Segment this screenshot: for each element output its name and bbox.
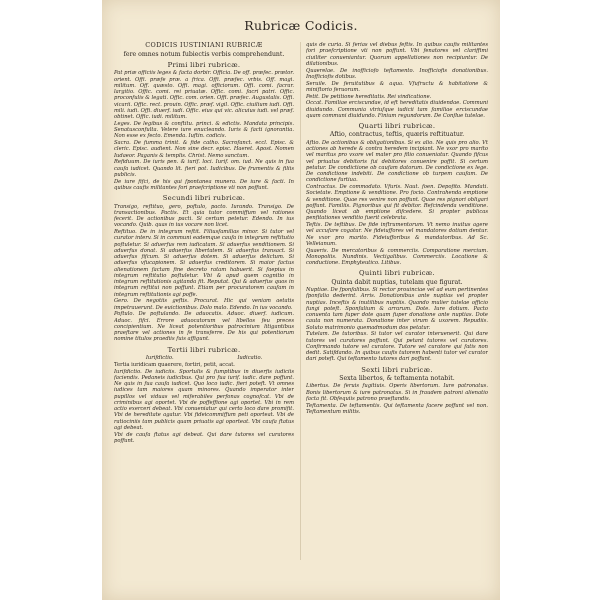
section-2-paragraph: Gero. De negotiis geftis. Procurat. Hic qui veniam aetatis impetrauerunt. De euictionibus. Dolo malo. Edendo. In ius vocando. — [114, 298, 294, 311]
section-title-5: Quinti libri rubricæ. — [359, 269, 435, 278]
section-4-paragraph: Aftio. De actionibus & obligationibus. Si ex alio. Ne quis pro alio. Vt actiones ab herede & contra heredem incipiant. Ne vxor pro marito vel maritus pro vxore vel mater pro filio conueniatur. Quando fifcus vel priuatus debitoris fui debitores conuenire poffit. Si certum petatur. De condictione ob caufam datorum. De condictione ex lege. De condictione indebiti. De condictione ob turpem caufam. De condictione furtiua. — [306, 139, 488, 184]
section-3-subheads — [114, 355, 294, 361]
section-4-paragraph: Teftis. De teftibus. De fide inftrumentorum. Vt nemo inuitus agere vel accufare cogatur. Ne fideiuffores vel mandatores dotium dentur. Ne vxor pro marito. Fideiufforibus & mandatoribus. Ad Sc. Velleianum. — [306, 222, 488, 247]
column-divider — [300, 42, 301, 560]
left-column — [114, 42, 294, 560]
section-2-paragraph: Poftulo. De poftulando. De aduocatis. Aduoc. diuerf. iudicum. Aduoc. fifci. Errore aduocatorum vel libellos feu preces concipientium. Ne liceat potentioribus patrocinium litigantibus praeftare vel actiones in fe transferre. De his qui potentiorum nomine titulos praediis fuis affigunt. — [114, 311, 294, 343]
subhead-right: Iudicatio. — [237, 354, 263, 361]
section-3-paragraph: Vbi de caufa ftatus agi debeat. Qui dare tutores vel curatores poffunt. — [114, 431, 294, 444]
section-1-paragraph: De iure fifci, de his qui fpontanea munera. De iure & facti. In quibus caufis militantes fori praefcriptione vti non poffunt. — [114, 178, 294, 191]
section-1-paragraph: Refiduum. De iuris pen. & iurif. loci. Iurif. om. iud. Ne quis in fua caufa iudicet. Quando lit. fieri pot. Iudicibus. De frumentis & filiis publicis. — [114, 159, 294, 178]
subhead-left: Iurifdictio. — [145, 354, 174, 361]
section-3-paragraph: Iurifdictio. De iudiciis. Sportulis & fumptibus in diuerfis iudiciis faciendis. Pedaneis iudicibus. Qui pro fua iurif. iudic. dare poffunt. Ne quis in fua caufa iudicet. Quo loco iudic. fieri poteft. Vt omnes iudices tam maiores quam minores. Quando imperator inter pupillos vel viduas vel miferabiles perfonas cognofcat. Vbi de criminibus agi oportet. Vbi de poffeffione agi oportet. Vbi in rem actio exerceri debeat. Vbi conueniatur qui certo loco dare promifit. Vbi de hereditate agatur. Vbi fideicommiffum peti oporteat. Vbi de ratiociniis tam publicis quam priuatis agi oporteat. Vbi caufa ftatus agi debeat. — [114, 368, 294, 431]
section-6-subtitle: Sexta libertos, & teftamenta notabit. — [339, 375, 455, 383]
section-2-paragraph: Transigo, reftituo, gero, poftulo, pacto. Iurando. Transigo. De transactionibus. Pactis. Et quia tutor commiffum vel rationes fecerit. De actionibus pacti. Si certum petetur. Edendo. In ius vocando. Quib. quas in ius vocare non licet. — [114, 203, 294, 229]
section-title-6: Sexti libri rubricæ. — [361, 365, 433, 374]
section-3-paragraph: Tertia iuridicam quaerere, fortiri, petit, accat. — [114, 361, 235, 368]
section-title-1: Primi libri rubricæ. — [167, 61, 241, 69]
continuation-paragraph: quis de curia. Si ferias vel diebus feftis. In quibus caufis militantes fori praefcriptione vti non poffunt. Vbi fenatores vel clariffimi ciuiliter conueniantur. Quorum appellationes non recipiuntur. De dilationibus. — [306, 42, 488, 67]
continuation-paragraph: Petit. De petitione hereditatis. Rei vindicatione. — [306, 93, 432, 100]
section-6-paragraph: Libertus. De feruis fugitiuis. Operis libertorum. Iure patronatus. Bonis libertorum & iure patronatus. Si in fraudem patroni alienatio facta fit. Obfequiis patrono praeftandis. — [306, 383, 488, 402]
section-1-paragraph: Pat priæ officiis leges & facta dorbir. Officia. De off. præfec. prætor. orient. Offi. præfe præ. a frica. Offi. præfec. vrbis. Off. magi. militum. Off. quæsto. Offi. magi. officiorum. Offi. comi. facrar. largitio. Offic. comi. rei priuatæ. Offic. comi. facri patri. Offic. proconfulis & legati. Offic. com. orien. Offi. præfec. Augustalis. Offi. vicarii. Offic. rect. prouin. Offic. præf. vigil. Offic. ciuilium iudi. Offi. mili. iudi. Offi. diuerf. iudi. Offic. eius qui vic. alicuius iudi. vel præf. obtinet. Offic. iudi. militum. — [114, 70, 294, 121]
section-5-paragraph: Tutelam. De tutoribus. Si tutor vel curator interuenerit. Qui dare tutores vel curatores poffunt. Qui petant tutores vel curatores. Confirmando tutore vel curatore. Tutore vel curatore qui fatis non dedit. Satifdando. In quibus caufis tutorem habenti tutor vel curator dari poteft. Qui teftamento tutores dari poffunt. — [306, 331, 488, 363]
continuation-paragraph: Occat. Familiae erciscundae, id eft hereditatis diuidendae. Communi diuidundo. Communia vtriufque iudicii tam familiae erciscundae quam communi diuidundo. Finium regundorum. De Conflue tutelae. — [306, 100, 488, 119]
document-page — [102, 0, 500, 600]
continuation-paragraph: Quaerelae. De inofficiofo teftamento. Inofficiofis donationibus. Inofficiofis dotibus. — [306, 67, 488, 80]
section-5-subtitle: Quinta dabit nuptias, tutelam que figurat. — [331, 278, 463, 286]
continuation-paragraph: Seruile. De feruitutibus & aqua. Vfufructu & habitatione & miniftorio feruorum. — [306, 80, 488, 93]
section-1-paragraph: Leges. De legibus & conftitu. princi. & edictis. Mandata principis. Senatusconfulta. Vetere iure enucleando. Iuris & facti ignorantia. Non esse ex fecto. Emenda. Iuftin. codicis. — [114, 120, 294, 140]
section-6-paragraph: Teftamenta. De teftamentis. Qui teftamenta facere poffunt vel non. Teftamentum militis. — [306, 402, 488, 415]
right-column — [306, 42, 488, 560]
section-5-paragraph: Nuptiae. De fponfalibus. Si rector prouinciae vel ad eum pertinentes fponfalia dederint. Arris. Donationibus ante nuptias vel propter nuptias. Inceftis & inutilibus nuptiis. Quando mulier tutelae officio fungi poteft. Sponfalium & arrarum. Dote. Iure dotium. Pacto conuenta tam fuper dote quam fuper donatione ante nuptias. Dote cauta non numerata. Donatione inter virum & uxorem. Repudiis. Soluto matrimonio quemadmodum dos petatur. — [306, 287, 488, 331]
section-4-paragraph: Quaeris. De mercatoribus & commerciis. Comparatione mercium. Monopoliis. Nundinis. Vectigalibus. Commerciis. Locatione & conductione. Emphyteutico. Litibus. — [306, 247, 488, 267]
main-heading: CODICIS IUSTINIANI RUBRICÆ — [145, 42, 263, 49]
section-title-2: Secundi libri rubricæ. — [162, 194, 246, 203]
section-title-4: Quarti libri rubricæ. — [358, 122, 436, 130]
main-subheading: fere omnes notum fubiectis verbis comprehendunt. — [123, 50, 285, 58]
section-2-paragraph: Reftituo. De in integrum reftit. Filiusfamilias minor. Si tutor vel curator interv. Si in communi eademque caufa in integrum reftitutio poftuletur. Si aduerfus rem iudicatam. Si aduerfus venditionem. Si aduerfus donat. Si aduerfus libertatem. Si aduerfus transact. Si aduerfus fifcum. Si aduerfus dotem. Si aduerfus delictum. Si aduerfus vfucapionem. Si aduerfus creditorem. Si maior factus alienationem factam fine decreto ratam habuerit. Si faepius in integrum reftitutio poftuletur. Vbi & apud quem cognitio in integrum reftitutionis agitanda fit. Reputat. Qui & aduerfus quos in integrum reftitui non poffunt. Etiam per procuratorem caufam in integrum reftitutionis agi poffe. — [114, 229, 294, 298]
section-4-paragraph: Contractus. De commodato. Vfuris. Naut. foen. Depofito. Mandati. Societate. Emptione & venditione. Pro focio. Contrahenda emptione & venditione. Quae res venire non poffunt. Quae res pignori obligari poffunt. Familiis. Pignoribus qui fit debitor. Refcindenda venditione. Quando liceat ab emptione difcedere. Si propter publicas penfitationes venditio fuerit celebrata. — [306, 184, 488, 222]
section-1-paragraph: Sacra. De fumma trinit. & fide catho. Sacrofanct. eccl. Episc. & cleric. Episc. audient. Non sine decr. episc. Haeret. Apost. Nomen Iudaeor. Paganis & templis. Christ. Nemo sanctum. — [114, 140, 294, 159]
running-head: Rubricæ Codicis. — [244, 18, 358, 33]
section-title-3: Tertii libri rubricæ. — [167, 345, 241, 354]
section-4-subtitle: Aftio, contractus, teftis, quæris reftituatur. — [329, 131, 465, 139]
